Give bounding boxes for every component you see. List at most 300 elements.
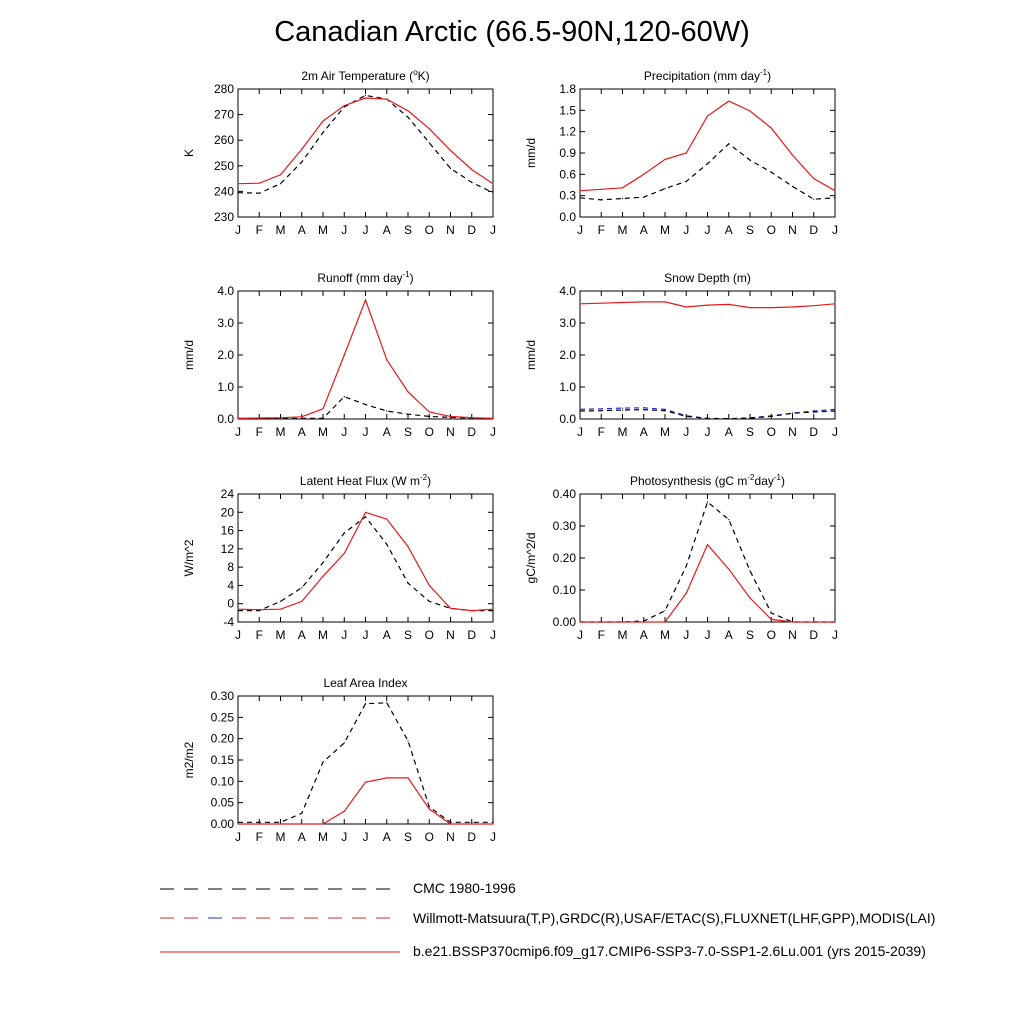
x-tick-label: D [809,628,819,642]
data-point [601,410,602,411]
data-point [344,354,345,355]
data-point [749,160,750,161]
data-point [771,128,772,129]
x-tick-label: S [403,830,413,844]
panel-title-text: K) [417,69,430,83]
x-tick-label: J [362,425,369,439]
series-line-reference [238,703,493,823]
data-point [579,190,580,191]
data-point [365,516,366,517]
x-tick-label: M [318,628,328,642]
y-tick-label: 270 [213,107,234,122]
data-point [450,822,451,823]
data-point [792,413,793,414]
x-tick-label: J [832,425,838,439]
x-tick-label: J [577,628,583,642]
data-point [686,416,687,417]
panel-title-text: Runoff (mm day [317,271,403,285]
x-tick-label: A [382,830,391,844]
data-point [707,305,708,306]
series-line-model [580,545,835,622]
x-tick-label: A [297,425,306,439]
x-tick-label: J [362,628,369,642]
data-point [365,299,366,300]
y-tick-label: 0.10 [552,583,576,597]
data-point [344,811,345,812]
series-line-reference [238,517,493,611]
data-point [407,414,408,415]
y-tick-label: 4.0 [217,284,234,298]
data-point [386,99,387,100]
x-tick-label: A [382,425,391,439]
data-point [280,174,281,175]
x-tick-label: J [577,223,583,237]
panel-title-text: Latent Heat Flux (W m [299,474,420,488]
panel-title-text: Snow Depth (m) [664,271,751,285]
data-point [749,570,750,571]
panel-title-text: ) [767,69,772,83]
data-point [771,416,772,417]
data-point [579,621,580,622]
data-point [622,409,623,410]
data-point [301,149,302,150]
data-point [301,161,302,162]
x-tick-label: J [362,223,369,237]
y-tick-label: 4.0 [559,284,576,298]
y-tick-label: 0.20 [210,731,234,746]
data-point [792,306,793,307]
x-tick-label: S [745,628,755,642]
data-point [707,115,708,116]
plot-frame [580,291,835,419]
x-tick-label: N [446,830,455,844]
data-point [450,168,451,169]
x-tick-label: O [424,830,434,844]
x-tick-label: J [832,223,838,237]
data-point [771,619,772,620]
y-tick-label: 0.9 [559,146,576,160]
panel-title-text: ) [781,474,785,488]
data-point [301,416,302,417]
data-point [429,585,430,586]
legend-label-model: b.e21.BSSP370cmip6.f09_g17.CMIP6-SSP3-7.0-SSP1-2.6Lu.001 (yrs 2015-2039) [413,943,926,959]
plot-frame [238,696,493,824]
data-point [686,593,687,594]
y-tick-label: 1.5 [559,103,576,118]
x-tick-label: J [490,830,496,844]
x-tick-label: N [446,628,455,642]
data-point [813,305,814,306]
data-point [834,410,835,411]
x-tick-label: N [446,223,455,237]
x-tick-label: A [724,628,733,642]
data-point [834,409,835,410]
panel-title-superscript: -1 [773,473,781,482]
y-tick-label: 0.05 [210,795,234,810]
y-tick-label: 20 [220,505,234,520]
data-point [792,155,793,156]
panel-title-text: Leaf Area Index [323,676,408,690]
panel-title-superscript: o [413,68,418,77]
legend-label-observations: Willmott-Matsuura(T,P),GRDC(R),USAF/ETAC(S),FLUXNET(LHF,GPP),MODIS(LAI) [413,910,936,926]
data-point [429,411,430,412]
data-point [237,183,238,184]
data-point [728,143,729,144]
x-tick-label: J [490,425,496,439]
x-tick-label: M [660,628,670,642]
data-point [386,359,387,360]
data-point [386,777,387,778]
data-point [686,565,687,566]
x-tick-label: M [275,628,286,642]
figure-title: Canadian Arctic (66.5-90N,120-60W) [274,16,750,48]
x-tick-label: D [467,425,477,439]
data-point [792,186,793,187]
y-axis-label: W/m^2 [182,539,196,577]
data-point [749,597,750,598]
x-tick-label: A [639,223,648,237]
data-point [622,408,623,409]
data-point [344,532,345,533]
y-tick-label: 0.6 [559,167,576,182]
data-point [471,417,472,418]
data-point [386,519,387,520]
data-point [237,610,238,611]
x-tick-label: A [297,628,306,642]
x-tick-label: F [597,425,605,439]
x-tick-label: J [341,628,348,642]
data-point [579,409,580,410]
data-point [664,301,665,302]
y-tick-label: 0.30 [552,519,576,533]
data-point [579,303,580,304]
data-point [407,110,408,111]
data-point [280,601,281,602]
x-tick-label: A [639,628,648,642]
panel-title [323,676,407,690]
y-tick-label: 1.8 [559,82,576,96]
y-tick-label: 2.0 [217,348,234,362]
data-point [429,128,430,129]
y-tick-label: 0 [227,596,234,611]
data-point [664,410,665,411]
plot-frame [238,291,493,419]
data-point [344,742,345,743]
x-tick-label: S [403,628,413,642]
data-point [579,197,580,198]
data-point [492,822,493,823]
panel-title-text: ) [427,474,432,488]
data-point [365,97,366,98]
panel-title-superscript: -1 [759,68,768,77]
chart-panel-2 [524,68,838,237]
panel-title-superscript: -1 [402,270,410,279]
x-tick-label: N [788,425,797,439]
x-tick-label: S [403,223,413,237]
x-tick-label: A [297,830,306,844]
data-point [492,609,493,610]
data-point [643,409,644,410]
data-point [813,621,814,622]
y-tick-label: 0.00 [210,817,234,831]
x-tick-label: J [341,223,348,237]
data-point [301,601,302,602]
data-point [834,190,835,191]
data-point [728,569,729,570]
x-tick-label: J [235,223,241,237]
data-point [344,553,345,554]
data-point [664,159,665,160]
data-point [834,197,835,198]
y-tick-label: 12 [220,541,234,556]
x-tick-label: M [318,830,328,844]
data-point [365,703,366,704]
data-point [365,95,366,96]
y-tick-label: 0.0 [559,412,576,426]
data-point [280,183,281,184]
data-point [601,621,602,622]
y-axis-label: mm/d [524,138,538,168]
plot-frame [580,494,835,622]
data-point [237,609,238,610]
data-point [643,174,644,175]
data-point [259,823,260,824]
data-point [707,163,708,164]
x-tick-label: S [745,223,755,237]
y-tick-label: 2.0 [559,348,576,362]
data-point [664,621,665,622]
data-point [450,416,451,417]
x-tick-label: O [424,628,434,642]
data-point [407,117,408,118]
x-tick-label: J [704,628,711,642]
x-tick-label: A [297,223,306,237]
y-tick-label: 280 [213,82,234,96]
data-point [707,418,708,419]
x-tick-label: A [639,425,648,439]
chart-panel-6 [524,473,838,642]
x-tick-label: J [235,830,241,844]
y-tick-label: 3.0 [217,316,234,330]
x-tick-label: J [362,830,369,844]
data-point [686,181,687,182]
data-point [728,304,729,305]
y-tick-label: 16 [220,523,234,538]
panel-title-superscript: -2 [747,473,755,482]
data-point [322,418,323,419]
y-tick-label: 1.0 [559,380,576,394]
x-tick-label: O [766,223,776,237]
y-tick-label: 230 [213,210,234,224]
y-tick-label: 1.2 [559,124,576,139]
data-point [707,501,708,502]
data-point [643,301,644,302]
y-tick-label: 0.0 [559,210,576,224]
chart-panel-4 [524,271,838,439]
x-tick-label: O [766,425,776,439]
data-point [237,822,238,823]
data-point [407,583,408,584]
data-point [834,303,835,304]
series-line-reference [580,502,835,622]
data-point [280,417,281,418]
data-point [429,809,430,810]
data-point [771,307,772,308]
data-point [471,822,472,823]
x-tick-label: D [809,425,819,439]
data-point [622,302,623,303]
x-tick-label: A [382,628,391,642]
data-point [471,610,472,611]
panel-title-text: 2m Air Temperature ( [301,69,414,83]
x-tick-label: M [617,628,628,642]
x-tick-label: N [446,425,455,439]
plot-frame [580,89,835,217]
y-tick-label: 0.15 [210,753,234,767]
data-point [259,609,260,610]
y-tick-label: 0.10 [210,774,234,789]
data-point [601,199,602,200]
x-tick-label: A [724,425,733,439]
chart-panel-5 [182,473,496,642]
series-line-model [238,778,493,824]
data-point [813,199,814,200]
data-point [492,418,493,419]
x-tick-label: D [809,223,819,237]
data-point [386,544,387,545]
data-point [301,813,302,814]
data-point [322,576,323,577]
data-point [792,621,793,622]
x-tick-label: M [617,425,628,439]
x-tick-label: M [318,223,328,237]
data-point [664,188,665,189]
data-point [344,105,345,106]
y-tick-label: 0.25 [210,710,234,725]
data-point [259,193,260,194]
data-point [280,823,281,824]
y-axis-label: K [182,148,196,158]
data-point [237,418,238,419]
x-tick-label: F [255,628,263,642]
data-point [450,150,451,151]
y-tick-label: 3.0 [559,316,576,330]
chart-panel-3 [182,270,496,439]
x-tick-label: J [683,223,690,237]
data-point [450,608,451,609]
plot-frame [238,89,493,217]
data-point [407,546,408,547]
data-point [386,702,387,703]
data-point [386,410,387,411]
x-tick-label: J [235,628,241,642]
data-point [749,307,750,308]
data-point [686,306,687,307]
y-axis-label: gC/m^2/d [524,532,538,584]
y-tick-label: 24 [220,487,234,501]
x-tick-label: J [832,628,838,642]
data-point [429,806,430,807]
data-point [664,610,665,611]
chart-panel-1 [182,68,496,237]
data-point [322,762,323,763]
panel-title-superscript: -2 [419,473,428,482]
data-point [643,407,644,408]
panel-title [317,270,413,285]
data-point [643,621,644,622]
series-line-reference [580,144,835,200]
data-point [280,609,281,610]
x-tick-label: M [617,223,628,237]
legend-label-cmc: CMC 1980-1996 [413,880,516,896]
x-tick-label: F [255,425,263,439]
x-tick-label: M [660,425,670,439]
data-point [429,142,430,143]
panel-title [644,68,771,83]
data-point [237,192,238,193]
y-tick-label: 0.40 [552,487,576,501]
x-tick-label: J [235,425,241,439]
x-tick-label: J [704,425,711,439]
data-point [728,101,729,102]
y-tick-label: 0.0 [217,412,234,426]
data-point [407,777,408,778]
x-tick-label: J [577,425,583,439]
data-point [492,192,493,193]
panel-title [300,473,431,488]
x-tick-label: J [704,223,711,237]
x-tick-label: D [467,830,477,844]
data-point [492,183,493,184]
x-tick-label: F [255,830,263,844]
data-point [322,408,323,409]
data-point [429,601,430,602]
data-point [259,822,260,823]
data-point [813,411,814,412]
x-tick-label: M [660,223,670,237]
panel-title-text: Precipitation (mm day [643,69,760,83]
data-point [259,183,260,184]
x-tick-label: A [724,223,733,237]
x-tick-label: O [424,425,434,439]
data-point [407,391,408,392]
x-tick-label: M [275,223,286,237]
series-line-model [238,300,493,418]
y-tick-label: 0.30 [210,689,234,703]
x-tick-label: J [683,425,690,439]
x-tick-label: O [766,628,776,642]
data-point [429,416,430,417]
y-tick-label: 0.3 [559,188,576,203]
x-tick-label: J [490,628,496,642]
panel-title [630,473,785,488]
series-line-reference [238,95,493,193]
data-point [365,404,366,405]
panel-title-text: Photosynthesis (gC m [630,474,748,488]
panel-title-text: ) [409,271,414,285]
series-line-model [580,101,835,191]
x-tick-label: O [424,223,434,237]
data-point [601,303,602,304]
data-point [237,823,238,824]
x-tick-label: D [467,223,477,237]
data-point [322,132,323,133]
panel-title [301,68,429,83]
data-point [686,152,687,153]
data-point [728,519,729,520]
data-point [643,197,644,198]
data-point [301,823,302,824]
